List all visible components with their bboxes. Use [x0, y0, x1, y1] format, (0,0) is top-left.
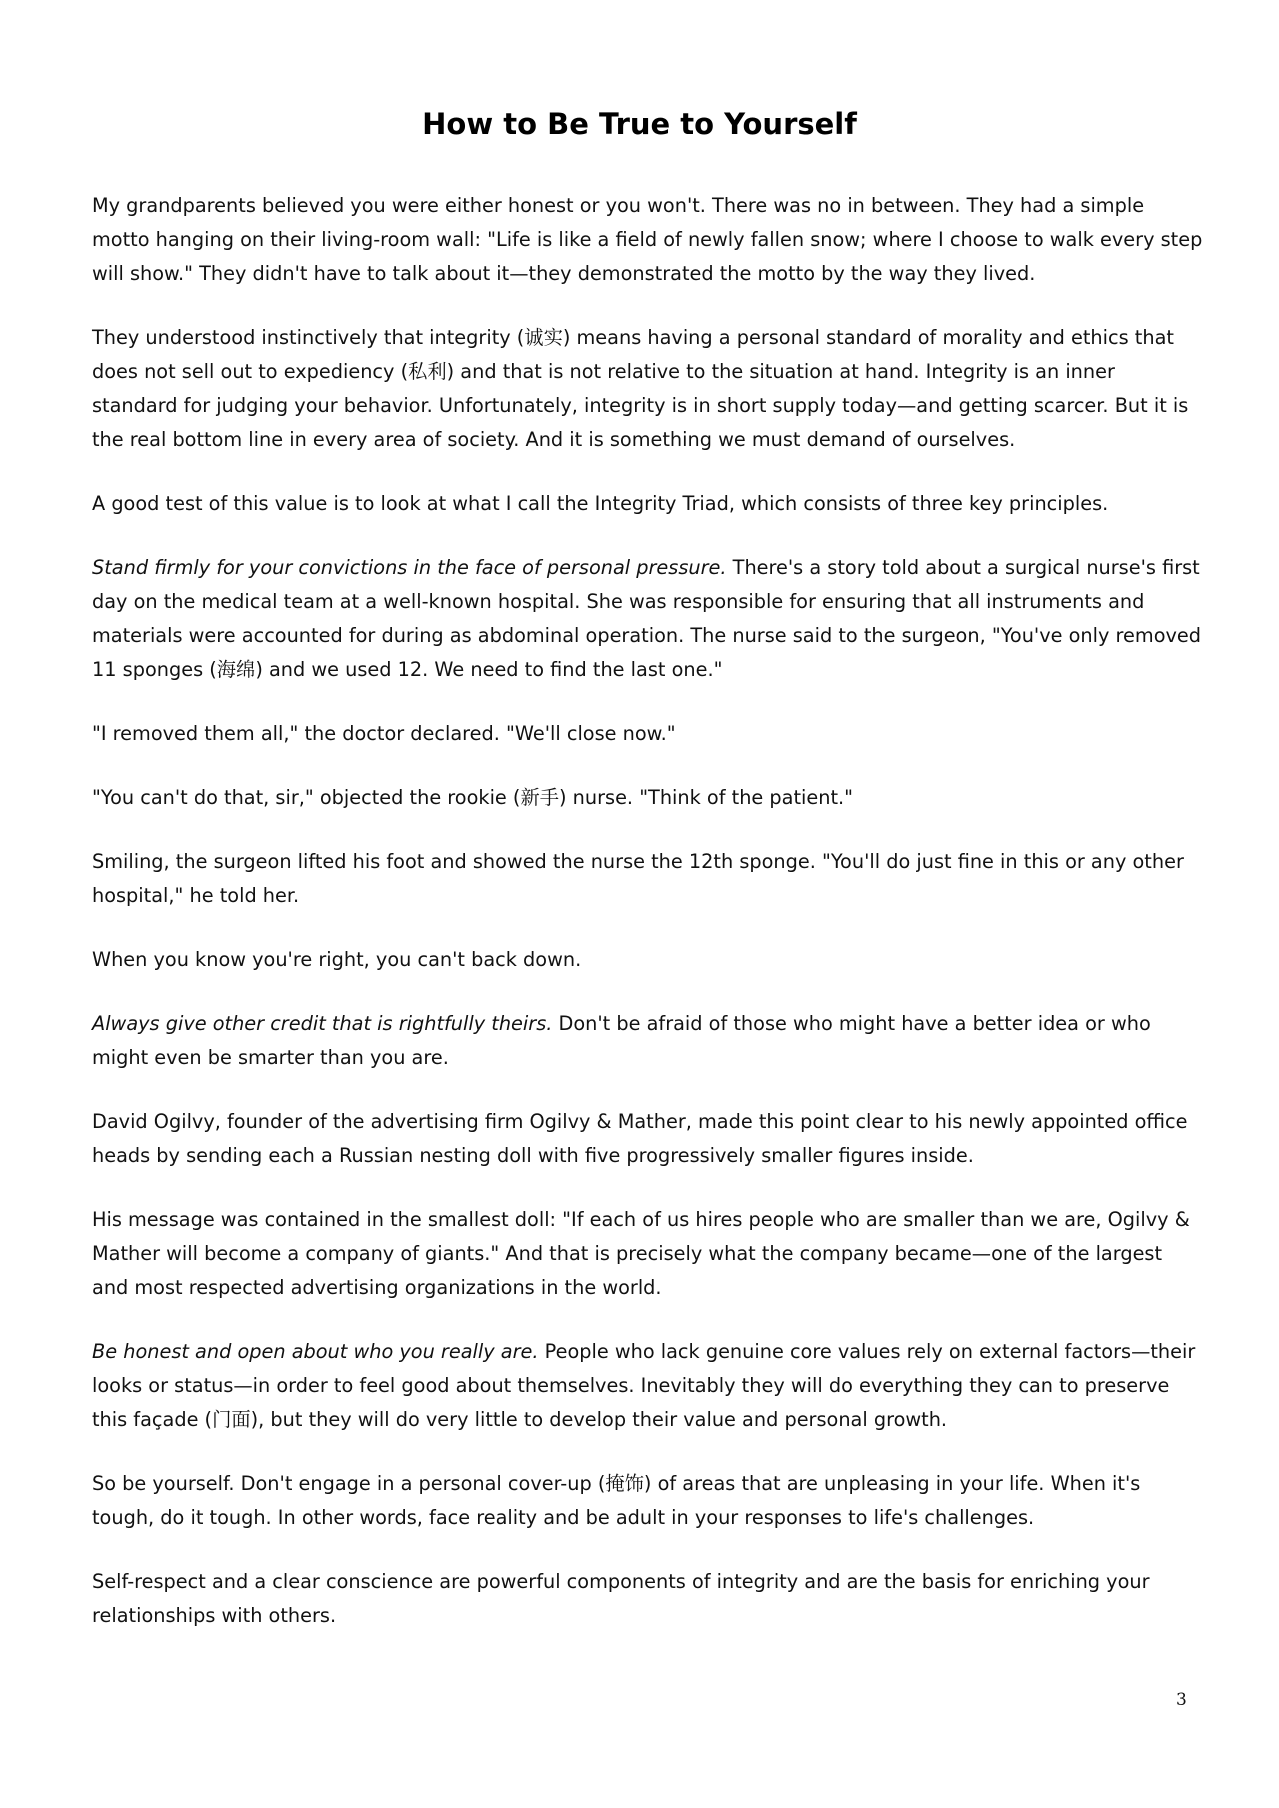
paragraph-text: A good test of this value is to look at what I call the Integrity Triad, which consists of three key principles.	[92, 492, 1109, 515]
principle-heading: Be honest and open about who you really are.	[92, 1340, 539, 1363]
paragraph-text: "I removed them all," the doctor declared. "We'll close now."	[92, 722, 676, 745]
paragraph-4	[92, 551, 1204, 687]
page-number: 3	[1176, 1690, 1187, 1710]
paragraph-text: Self-respect and a clear conscience are powerful components of integrity and are the basis for enriching your relationships with others.	[92, 1570, 1150, 1627]
paragraph-12	[92, 1335, 1204, 1437]
paragraph-13	[92, 1467, 1204, 1535]
paragraph-6	[92, 781, 1204, 815]
paragraph-text: They understood instinctively that integrity (诚实) means having a personal standard of morality and ethics that does not sell out to expediency (私利) and that is not relative to the situation at hand. Integrity is an inner standard for judging your behavior. Unfortunately, integrity is in short supply today—and getting scarcer. But it is the real bottom line in every area of society. And it is something we must demand of ourselves.	[92, 326, 1189, 451]
paragraph-text: His message was contained in the smallest doll: "If each of us hires people who are smaller than we are, Ogilvy & Mather will become a company of giants." And that is precisely what the company became—one of the largest and most respected advertising organizations in the world.	[92, 1208, 1190, 1299]
page-title: How to Be True to Yourself	[422, 107, 857, 141]
paragraph-8	[92, 943, 1204, 977]
principle-heading: Stand firmly for your convictions in the face of personal pressure.	[92, 556, 727, 579]
paragraph-text: People who lack genuine core values rely on external factors—their looks or status—in order to feel good about themselves. Inevitably they will do everything they can to preserve this façade (门面), but they will do very little to develop their value and personal growth.	[92, 1340, 1196, 1431]
article-body	[92, 189, 1204, 1663]
paragraph-text: "You can't do that, sir," objected the rookie (新手) nurse. "Think of the patient."	[92, 786, 854, 809]
paragraph-11	[92, 1203, 1204, 1305]
paragraph-2	[92, 321, 1204, 457]
paragraph-14	[92, 1565, 1204, 1633]
paragraph-5	[92, 717, 1204, 751]
paragraph-10	[92, 1105, 1204, 1173]
paragraph-7	[92, 845, 1204, 913]
paragraph-text: Smiling, the surgeon lifted his foot and showed the nurse the 12th sponge. "You'll do just fine in this or any other hospital," he told her.	[92, 850, 1184, 907]
paragraph-1	[92, 189, 1204, 291]
principle-heading: Always give other credit that is rightfully theirs.	[92, 1012, 553, 1035]
paragraph-9	[92, 1007, 1204, 1075]
paragraph-text: My grandparents believed you were either honest or you won't. There was no in between. They had a simple motto hanging on their living-room wall: "Life is like a field of newly fallen snow; where I choose to walk every step will show." They didn't have to talk about it—they demonstrated the motto by the way they lived.	[92, 194, 1203, 285]
paragraph-text: David Ogilvy, founder of the advertising firm Ogilvy & Mather, made this point clear to his newly appointed office heads by sending each a Russian nesting doll with five progressively smaller figures inside.	[92, 1110, 1188, 1167]
paragraph-text: When you know you're right, you can't back down.	[92, 948, 582, 971]
paragraph-text: Don't be afraid of those who might have a better idea or who might even be smarter than you are.	[92, 1012, 1151, 1069]
paragraph-3	[92, 487, 1204, 521]
paragraph-text: There's a story told about a surgical nurse's first day on the medical team at a well-known hospital. She was responsible for ensuring that all instruments and materials were accounted for during as abdominal operation. The nurse said to the surgeon, "You've only removed 11 sponges (海绵) and we used 12. We need to find the last one."	[92, 556, 1202, 681]
paragraph-text: So be yourself. Don't engage in a personal cover-up (掩饰) of areas that are unpleasing in your life. When it's tough, do it tough. In other words, face reality and be adult in your responses to life's challenges.	[92, 1472, 1141, 1529]
